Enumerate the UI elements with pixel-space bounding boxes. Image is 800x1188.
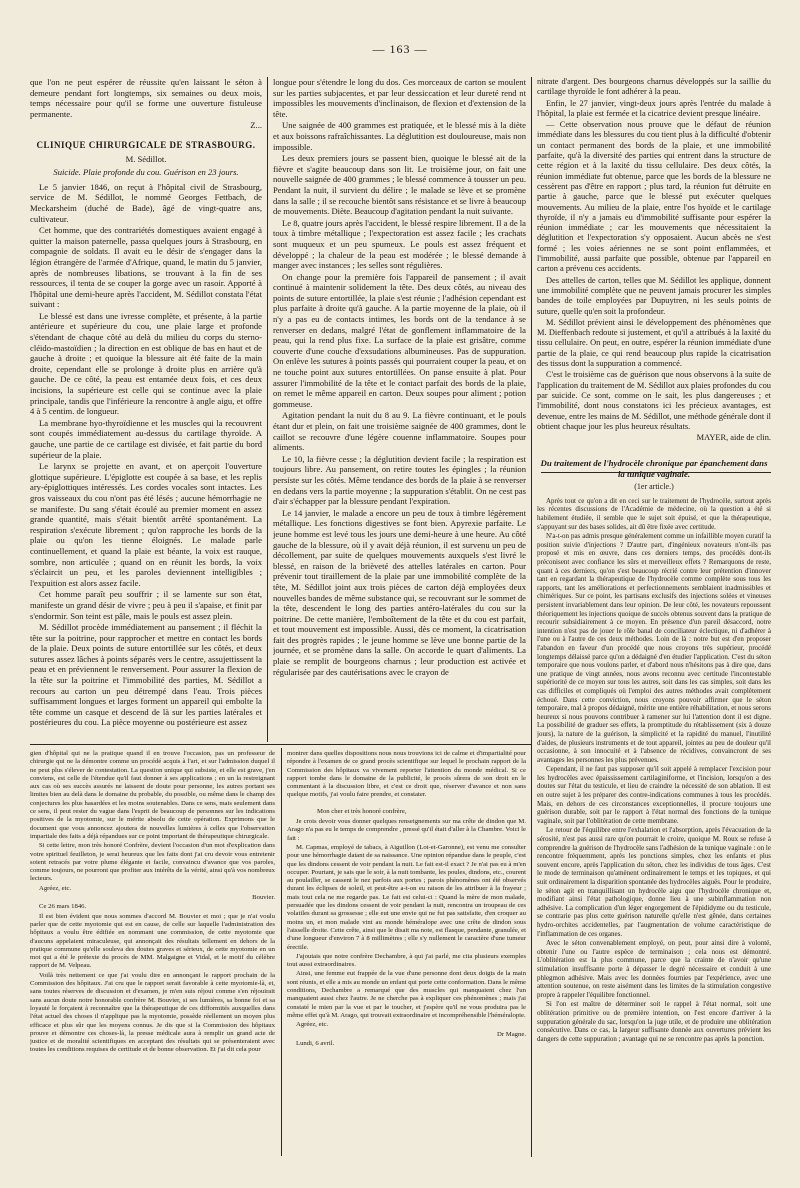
letter-signature: Dr Magne. (497, 1030, 526, 1038)
paragraph: gien d'hôpital qui ne la pratique quand il en trouve l'occasion, pas un professeur de chirurgie qui ne la démontre comme un procédé acquis à l'art, et sur l'admission duquel il ne peut plus s'élever de contestation. La question unique qui subsiste, et elle est grave, j'en conviens, est celle de l'étendue qu'il faut donner à ses applications ; en un la restreignant aux cas où ses succès assurés ne laissent de doute pour personne, les autres portant ses limites bien au delà dans le domaine du probable, du possible, ou même dans le champ des conjectures les plus hasardées et les moins soutenables. Dans ce sens, mais seulement dans ce sens, il peut rester du vague dans l'esprit de beaucoup de personnes sur les indications positives de la myotomie, sur le mérite absolu de cette opération. Exprimons que le document que vous annoncez ajoutera de nouvelles lumières à celles que l'observation impartiale des faits a déjà répandues sur ce point important de thérapeutique chirurgicale. (30, 750, 275, 840)
paragraph: Le 8, quatre jours après l'accident, le blessé respire librement. Il a de la toux à timbre métallique ; l'expectoration est assez facile ; les crachats sont muqueux et un peu spumeux. Le pouls est assez fréquent et développé ; la chaleur de la peau est modérée ; le blessé demande à manger avec instances ; les selles sont régulières. (273, 217, 526, 271)
paragraph: Avec le séton convenablement employé, on peut, pour ainsi dire à volonté, obtenir l'une ou l'autre espèce de terminaison ; cela nous est démontré. L'oblitération est la plus commune, parce que la crainte de n'avoir qu'une stimulation insuffisante porte à dépasser le degré nécessaire et conduit à une phlegmon adhésive. Mais avec les données fournies par l'expérience, avec une attention soutenue, on reste aisément dans les limites de la stimulation congestive propre à rappeler l'équilibre fonctionnel. (537, 939, 771, 999)
paragraph: Cependant, il ne faut pas supposer qu'il soit appelé à remplacer l'excision pour les hydrocèles avec épaississement cartilaginiforme, et l'incision, lorsqu'on a des doutes sur l'état du testicule, et lieu de craindre la nécessité de son ablation. Il est en outre sujet à les préparer des contre-indications communes à tous les procédés. Mais, en dehors de ces circonstances exceptionnelles, il procure toujours une guérison durable, soit par le rapport à l'état normal des fonctions de la tunique vaginale, soit par l'oblitération de cette membrane. (537, 765, 771, 825)
paragraph: Après tout ce qu'on a dit en ceci sur le traitement de l'hydrocèle, surtout après les récentes discussions de l'Académie de médecine, où la question a été si habilement étudiée, il semble que le sujet soit épuisé, et que la thérapeutique, s'appuyant sur des bases solides, ait dû être fixée avec certitude. (537, 496, 771, 531)
paragraph: longue pour s'étendre le long du dos. Ces morceaux de carton se moulent sur les parties subjacentes, et par leur dessiccation et leur dureté rend nt impossibles les mouvements d'inclinaison, de flexion et d'extension de la tête. (273, 77, 526, 119)
paragraph: Il est bien évident que nous sommes d'accord M. Bouvier et moi ; que je n'ai voulu parler que de cette myotomie qui est en cause, de celle sur laquelle l'administration des hôpitaux a voulu être édifiée en nommant une commission, de cette myotomie que d'aucuns appelaient miraculeuse, qui annonçait des résultats tellement en dehors de la pratique commune qu'elle souleva des doutes graves et sérieux, de cette myotomie en un mot qui a été le prétexte du procès de MM. Malgaigne et Vidal, et le motif du célèbre rapport de M. Velpeau. (30, 912, 275, 970)
hydrocele-title: Du traitement de l'hydrocèle chronique par épanchement dans la tunique vaginale. (540, 458, 768, 479)
paragraph: Si l'on est maître de déterminer soit le rappel à l'état normal, soit une oblitération primitive ou de première intention, on l'est encore d'arriver à la suppuration générale du sac, lorsqu'on la juge utile, et de produire une oblitération consécutive. Dans ce cas, la largeur suffisante donnée aux ouvertures prévient les dangers de cette suppuration ; avantage qui ne se rencontre pas après la ponction. (537, 1000, 771, 1043)
paragraph: nitrate d'argent. Des bourgeons charnus développés sur la saillie du cartilage thyroïde le font adhérer à la peau. (537, 77, 771, 97)
intro-paragraph: que l'on ne peut espérer de réussite qu'en laissant le séton à demeure pendant fort longtemps, six semaines ou deux mois, temps nécessaire pour qu'il se forme une ouverture fistuleuse permanente. (30, 77, 262, 119)
paragraph: Des attelles de carton, telles que M. Sédillot les applique, donnent une immobilité complète que ne peuvent jamais procurer les simples bandes de toile employées par Dupuytren, ni les seuls points de suture, quelle qu'en soit la profondeur. (537, 275, 771, 316)
column-2 (273, 77, 526, 742)
paragraph: La membrane hyo-thyroïdienne et les muscles qui la recouvrent sont coupés immédiatement au-dessus du cartilage thyroïde. A gauche, une partie de ce cartilage est divisée, et fait partie du bord supérieur de la plaie. (30, 417, 262, 460)
column-3 (537, 77, 771, 1157)
paragraph: Je crois devoir vous donner quelques renseignements sur ma crête de dindon que M. Arago n'a pas eu le temps de comprendre , pressé qu'il était d'aller à la Chambre. Voici le fait : (287, 818, 526, 842)
paragraph: Si cette lettre, mon très honoré Confrère, devient l'occasion d'un mot d'explication dans votre spirituel feuilleton, je serai heureux que les faits dont j'ai cru devoir vous entretenir soient retracés par votre plume élégante et facile, convaincu d'avance que vos paroles, comme toujours, ne pourront que profiter aux intérêts de la vérité, ainsi qu'à vos nombreux lecteurs. (30, 842, 275, 883)
section-title: CLINIQUE CHIRURGICALE DE STRASBOURG. (36, 139, 256, 150)
letter-date: Lundi, 6 avril. (296, 1039, 335, 1047)
paragraph: — Cette observation nous prouve que le défaut de réunion immédiate dans les blessures du cou tient plus à la difficulté d'obtenir un contact permanent des bords de la plaie, et une immobilité parfaite, qu'à la diversité des parties qui entrent dans la structure de cette région et à la laxité du tissu cellulaire. Des deux côtés, la réunion immédiate fut obtenue, parce que les bords de la blessure ne cessèrent pas d'être en rapport ; plus tard, la réunion fut détruite en partie à gauche, parce que le blessé put exécuter quelques mouvements. Au milieu de la plaie, entre l'os hyoïde et le cartilage thyroïde, il n'y a jamais eu d'immobilité suffisante pour espérer la réunion immédiate ; car les mouvements que nécessitaient la déglutition et l'expectoration s'y opposaient. Aucun abcès ne s'est formé ; les voies aériennes ne se sont point enflammées, et l'immobilité, aussi parfaite que possible, obtenue par l'appareil en carton a prévenu ces accidents. (537, 120, 771, 274)
paragraph: Enfin, le 27 janvier, vingt-deux jours après l'entrée du malade à l'hôpital, la plaie est fermée et la cicatrice devient presque linéaire. (537, 98, 771, 118)
paragraph: M. Capmas, employé de tabacs, à Aiguillon (Lot-et-Garonne), est venu me consulter pour une hémorrhagie datant de sa naissance. Une opinion répandue dans le peuple, c'est que les dindons cessent de voir pendant la nuit. Le fait est-il exact ? Je n'ai pas eu à m'en occuper. Pourtant, je sais que le soir, à la nuit tombante, les poules, dindons, etc., courent au poulailler, se cassent le nez parfois aux portes ; parois phénomènes ont été observés durant les éclipses de soleil, et peut-être a-t-on eu raison de les attribuer à la frayeur ; mais tout cela ne me regarde pas. Le fait est celui-ci : Quand la mère de mon malade, persuadée que les dindons cessent de voir pendant la nuit, rencontra un troupeau de ces volatiles durant sa grossesse ; elle eut une envie qui ne fut pas satisfaite, d'en croquer au moins un, et mon malade vint au monde héméralope avec une crête de dindon sous l'aisselle droite. Cette crête, ainsi que le disait ma note, est flasque, pendante, granulée, et d'une longueur d'environ 7 à 8 millimètres ; elle s'y nullement le caractère d'une tumeur érectile. (287, 843, 526, 951)
bottom-column-1 (30, 750, 275, 1154)
section-author: M. Sédillot. (125, 153, 167, 164)
paragraph: Le blessé est dans une ivresse complète, et présente, à la partie antérieure et supérieure du cou, une plaie large et profonde s'étendant de chaque côté au delà du milieu du corps du sterno-cléido-mastoïdien ; la direction en est oblique de bas en haut et de gauche à droite ; et quoique la blessure ait été faite de la main droite, cependant elle se prolonge à droite plus en arrière qu'à gauche. De ce côté, la peau est entamée deux fois, et ces deux incisions, la supérieure est celle qui se continue avec la plaie principale, tandis que l'inférieure la rencontre à angle aigu, et offre 4 à 5 centim. de longueur. (30, 310, 262, 417)
paragraph: Agitation pendant la nuit du 8 au 9. La fièvre continuant, et le pouls étant dur et plein, on fait une troisième saignée de 400 grammes, dont le caillot se recouvre d'une légère couenne inflammatoire. Soupes pour aliments. (273, 410, 526, 453)
intro-signature: Z... (250, 120, 262, 131)
closing-formula: Agréez, etc. (39, 884, 72, 892)
horizontal-rule-top (30, 744, 531, 745)
case-title: Suicide. Plaie profonde du cou. Guérison en 23 jours. (53, 167, 239, 178)
closing-formula: Agréez, etc. (296, 1021, 329, 1029)
paragraph: Voilà très nettement ce que j'ai voulu dire en annonçant le rapport prochain de la Commission des hôpitaux. J'ai cru que le rapport serait favorable à cette myotomie-là, et, sans toutes réserves de discussion et d'examen, je m'en suis réjoui comme s'en réjouirait sans aucun doute notre honorable confrère M. Bouvier, si ses lumières, sa bonne foi et sa loyauté le forçaient à reconnaître que la thérapeutique de ces difformités auxquelles dans l'état actuel des choses il n'applique pas la myotomie, possède réellement un moyen plus efficace et plus sûr que les moyens connus. Je dis que si la Commission des hôpitaux prouve et démontre ces choses-là, la presse médicale aura à remplir un grand acte de justice et de moralité scientifiques en acceptant des résultats qui se présenteraient avec toutes les conditions requises de certitude et de bonne observation. Et j'ai dit cela pour (30, 971, 275, 1054)
paragraph: On change pour la première fois l'appareil de pansement ; il avait continué à maintenir solidement la tête. Des deux côtés, au niveau des points de suture entortillée, la plaie s'est réunie ; l'adhésion cependant est plus parfaite à droite qu'à gauche. A la partie moyenne de la plaie, où il n'y a pas eu de contacts intimes, les bords ont de la tendance à se renverser en dedans, malgré l'état de gonflement inflammatoire de la peau, qui la rend plus fixe. La surface de la plaie est grisâtre, comme couverte d'une couche d'exsudations albumineuses. Pas de suppuration. On enlève les sutures à points passés qui pourraient couper la peau, et on ne touche point aux sutures entortillées. On panse ensuite à plat. Pour assurer l'immobilité de la tête et le contact parfait des bords de la plaie, on remet le même appareil en carton. Deux soupes pour aliment ; potion gommeuse. (273, 271, 526, 409)
paragraph: C'est le troisième cas de guérison que nous observons à la suite de l'application du traitement de M. Sédillot aux plaies profondes du cou par suicide. Ce sont, comme on le sait, les plus dangereuses ; et l'immobilité, dont nous constatons ici les précieux avantages, est devenue, entre les mains de M. Sédillot, une méthode générale dont il obtient chaque jour les plus heureux résultats. (537, 370, 771, 431)
paragraph: N'a-t-on pas admis presque généralement comme un infaillible moyen curatif la position suivie d'injections ? D'autre part, d'ingénieux novateurs n'ont-ils pas proposé et mis en œuvre, dans ces derniers temps, des procédés dont-ils préconisent avec confiance les sûrs et merveilleux effets ? Remarquons de reste, quant à ces derniers, qu'on s'est beaucoup récrié contre leur prétention d'innover tant en regardant la thérapeutique de l'hydrocèle comme complète sous tous les rapports, tant les améliorations et perfectionnements semblaient inadmissibles et chimériques. Sur ce point, les partisans exclusifs des injections solées et vineuses persistent invariablement dans leur opinion. De leur côté, les novateurs repoussent théoriquement les injections quoique de succès obtenus souvent dans la pratique de recourir subsidiairement à ce moyen. En présence d'un pareil désaccord, notre intention n'est pas de jouer le rôle banal de conciliateur éclectique, ni d'adhérer à l'une ou à l'autre de ces deux méthodes. Loin de là : notre but est d'en proposer l'abandon en faveur d'un procédé que nous croyons très supérieur, procédé longtemps délaissé parce qu'on a dédaigné d'en étudier l'application. C'est du séton temporaire que nous voulons parler, et d'abord nous n'hésitons pas à dire que, dans une pratique de vingt années, nous avons reconnu avec certitude l'incontestable supériorité de ce moyen sur tous les autres, soit dans les cas simples, soit dans les cas difficiles et compliqués où l'emploi des autres méthodes avait complètement échoué. Dans cette conviction, nous croyons pouvoir affirmer que le séton temporaire, mal à propos dédaigné, mérite une entière réhabilitation, et nous serons heureux si nous pouvons contribuer à ramener sur lui l'attention dont il est digne. La possibilité de graduer ses effets, la promptitude du rétablissement (six à douze jours), la nature de la guérison, la simplicité et la rapidité du manuel, l'inutilité d'aides, de plusieurs instruments et de tout appareil, jointes au peu de douleur qu'il occasionne, à son innocuité et à l'absence de récidives, convaincront de ses avantages les personnes les plus prévenues. (537, 532, 771, 764)
column-rule-2 (531, 77, 532, 1157)
paragraph: M. Sédillot procède immédiatement au pansement ; il fléchit la tête sur la poitrine, pour rapprocher et mettre en contact les bords de la plaie. Deux points de suture entortillée sur les côtés, et deux sutures assez lâches à points séparés vers le centre, assujettissent la peau et en préviennent le renversement. Pour assurer la flexion de la tête sur la poitrine et l'immobilité des parties, M. Sédillot a recours au carton un peu détrempé dans l'eau. Trois pièces suffisamment longues et larges forment un appareil qui embolte la tête comme un casque et descend de là sur les parties latérales et postérieures du cou. La pièce moyenne ou postérieure est assez (30, 622, 262, 728)
paragraph: Le larynx se projette en avant, et on aperçoit l'ouverture glottique supérieure. L'épiglotte est coupée à sa base, et les replis ary-épiglottiques intéressés. Les cordes vocales sont intactes. Les gros vaisseaux du cou n'ont pas été lésés ; aucune hémorrhagie ne se manifeste. Du sang s'était écoulé au premier moment en assez grande quantité, mais s'était bientôt arrêté spontanément. La respiration s'exécute librement ; qu'on rapproche les bords de la plaie ou qu'on les tienne éloignés. Le malade parle continuellement, et quand la plaie est béante, la voix est rauque, sombre, non articulée ; quand on en réunit les bords, la voix s'éclaircit un peu, et les paroles deviennent intelligibles ; l'expuition est alors assez facile. (30, 461, 262, 588)
paragraph: montrer dans quelles dispositions nous nous trouvions ici de calme et d'impartialité pour répondre à l'examen de ce grand procès scientifique sur lequel le prochain rapport de la Commission des hôpitaux va vivement reporter l'attention du monde médical. Si ce rapport tombe dans le domaine de la publicité, le procès sûrera de son droit en le commentant à la discussion libre, et c'est ce droit que, réserver d'avance et non sans quelque motifs, j'ai voulu faire prendre, et constater. (287, 750, 526, 799)
paragraph: Cet homme paraît peu souffrir ; il se lamente sur son état, manifeste un grand désir de vivre ; peu à peu il s'apaise, et finit par s'endormir. Son teint est pâle, mais le pouls est assez plein. (30, 589, 262, 621)
column-1 (30, 77, 262, 742)
paragraph: Cet homme, que des contrariétés domestiques avaient engagé à quitter la maison paternelle, passa quelques jours à Strasbourg, en compagnie de soldats. Il avait eu le désir de s'engager dans la légion étrangère de l'armée d'Afrique, quand, le matin du 5 janvier, après de nombreuses libations, se trouvant à la fin de ses ressources, il tenta de se couper la gorge avec un rasoir. Apporté à l'hôpital une demi-heure après l'accident, M. Sédillot constata l'état suivant : (30, 225, 262, 310)
page-number: — 163 — (372, 42, 428, 56)
paragraph: Le 5 janvier 1846, on reçut à l'hôpital civil de Strasbourg, service de M. Sédillot, le nommé Georges Fettbach, de Meckarsheim (duché de Bade), âgé de vingt-quatre ans, cultivateur. (30, 181, 262, 224)
hydrocele-article-number: (1er article.) (634, 481, 674, 491)
bottom-column-2 (287, 750, 526, 1154)
letter-salutation: Mon cher et très honoré confrère, (317, 807, 407, 815)
paragraph: M. Sédillot prévient ainsi le développement des phénomènes que M. Dieffenbach redoute si justement, et qu'il a attribués à la laxité du tissu cellulaire. On peut, en outre, espérer la réunion immédiate d'une partie de la plaie, ce qui rend beaucoup plus rapide la cicatrisation des tissus dont la suppuration a commencé. (537, 317, 771, 369)
paragraph: Le retour de l'équilibre entre l'exhalation et l'absorption, après l'évacuation de la sérosité, n'est pas aussi rare qu'on pourrait le croire, quoique M. Roux se refuse à comprendre la guérison de l'hydrocèle sans l'adhésion de la tunique vaginale : on le rencontre fréquemment, après les ponctions simples, chez les enfants et plus souvent encore, après l'application du séton, chez les individus de tous âges. C'est le mode de terminaison qu'amènent ordinairement le temps et les topiques, et qui suit ordinairement la disparition spontanée des hydrocèles aiguës. Pour le produire, le séton agit en tranquillisant un hydrocèle aigu que l'hydrocèle chronique et, modifiant ainsi l'état pathologique, donne lieu à une subinflammation non adhésive. La complication d'un léger engorgement de l'épididyme ou du testicule, se contrarie pas plus cette guérison naturelle qu'elle n'est gênée, dans certaines hydro-orchites accidentelles, par l'augmentation de volume caractéristique de l'inflammation de ces organes. (537, 826, 771, 938)
paragraph: Le 14 janvier, le malade a encore un peu de toux à timbre légèrement métallique. Les fonctions digestives se font bien. Apyrexie parfaite. Le jeune homme est levé tous les jours une demi-heure à une heure. Au côté gauche de la blessure, où il y avait déjà réunion, il est survenu un peu de décollement, par suite de quelques mouvements auxquels s'est livré le blessé, en raison de la brièveté des attelles latérales en carton. Pour prévenir tout tiraillement de la plaie par une immobilité complète de la tête, M. Sédillot joint aux trois pièces de carton déjà employées deux nouvelles bandes de même substance qui, se recouvrant sur le sommet de la tête, descendent le long des parties antéro-latérales du cou sur la poitrine. De cette manière, l'emboîtement de la tête et du cou est parfait, et tout mouvement est impossible. Aussi, dès ce moment, la cicatrisation fait des progrès rapides ; le jeune homme se lève une bonne partie de la journée, et se promène dans la salle. On accorde le quart d'aliments. La plaie se remplit de bourgeons charnus ; leur production est activée et régularisée par des cautérisations avec le crayon de (273, 507, 526, 677)
letter-signature: Bouvier. (252, 894, 275, 902)
clinic-signature: MAYER, aide de clin. (696, 433, 771, 443)
column-rule-3 (281, 748, 282, 1156)
paragraph: Ainsi, une femme eut frappée de la vue d'une personne dont deux doigts de la main sont réunis, et elle a mis au monde un enfant qui porte cette conformation. Dans le même conditions, Dechambre a remarqué que des muscles qui manquaient chez l'un manquaient aussi chez l'autre. Je ne cherche pas à expliquer ces phénomènes ; mais j'ai constaté le mien par la vue et par le toucher, et j'espère qu'il ne vous produira pas le même effet qu'à M. Arago, qui trouvait extraordinaire et incompréhensible l'héméralopie. (287, 970, 526, 1019)
column-rule-1 (267, 77, 268, 742)
paragraph: J'ajoutais que notre confrère Dechambre, à qui j'ai parlé, me cita plusieurs exemples tout aussi extraordinaires. (287, 952, 526, 969)
paragraph: Le 10, la fièvre cesse ; la déglutition devient facile ; la respiration est toujours libre. Au pansement, on retire toutes les épingles ; la réunion persiste sur les côtés. Même tendance des bords de la plaie à se renverser en dedans vers la partie moyenne ; la suppuration s'établit. On ne cest pas d'air s'échapper par la blessure pendant l'expiration. (273, 453, 526, 507)
paragraph: Une saignée de 400 grammes est pratiquée, et le blessé mis à la diète et aux boissons rafraîchissantes. La déglutition est douloureuse, mais non impossible. (273, 120, 526, 152)
letter-date: Ce 26 mars 1846. (39, 903, 87, 911)
paragraph: Les deux premiers jours se passent bien, quoique le blessé ait de la fièvre et s'agite beaucoup dans son lit. Le troisième jour, on fait une nouvelle saignée de 400 grammes ; le blessé commence à tousser un peu. Pendant la nuit, il survient du délire ; le malade se lève et se promène dans la salle ; il se recouche bientôt sans résistance et se livre à beaucoup de mouvements. Diète. Beaucoup d'agitation pendant la nuit suivante. (273, 153, 526, 217)
